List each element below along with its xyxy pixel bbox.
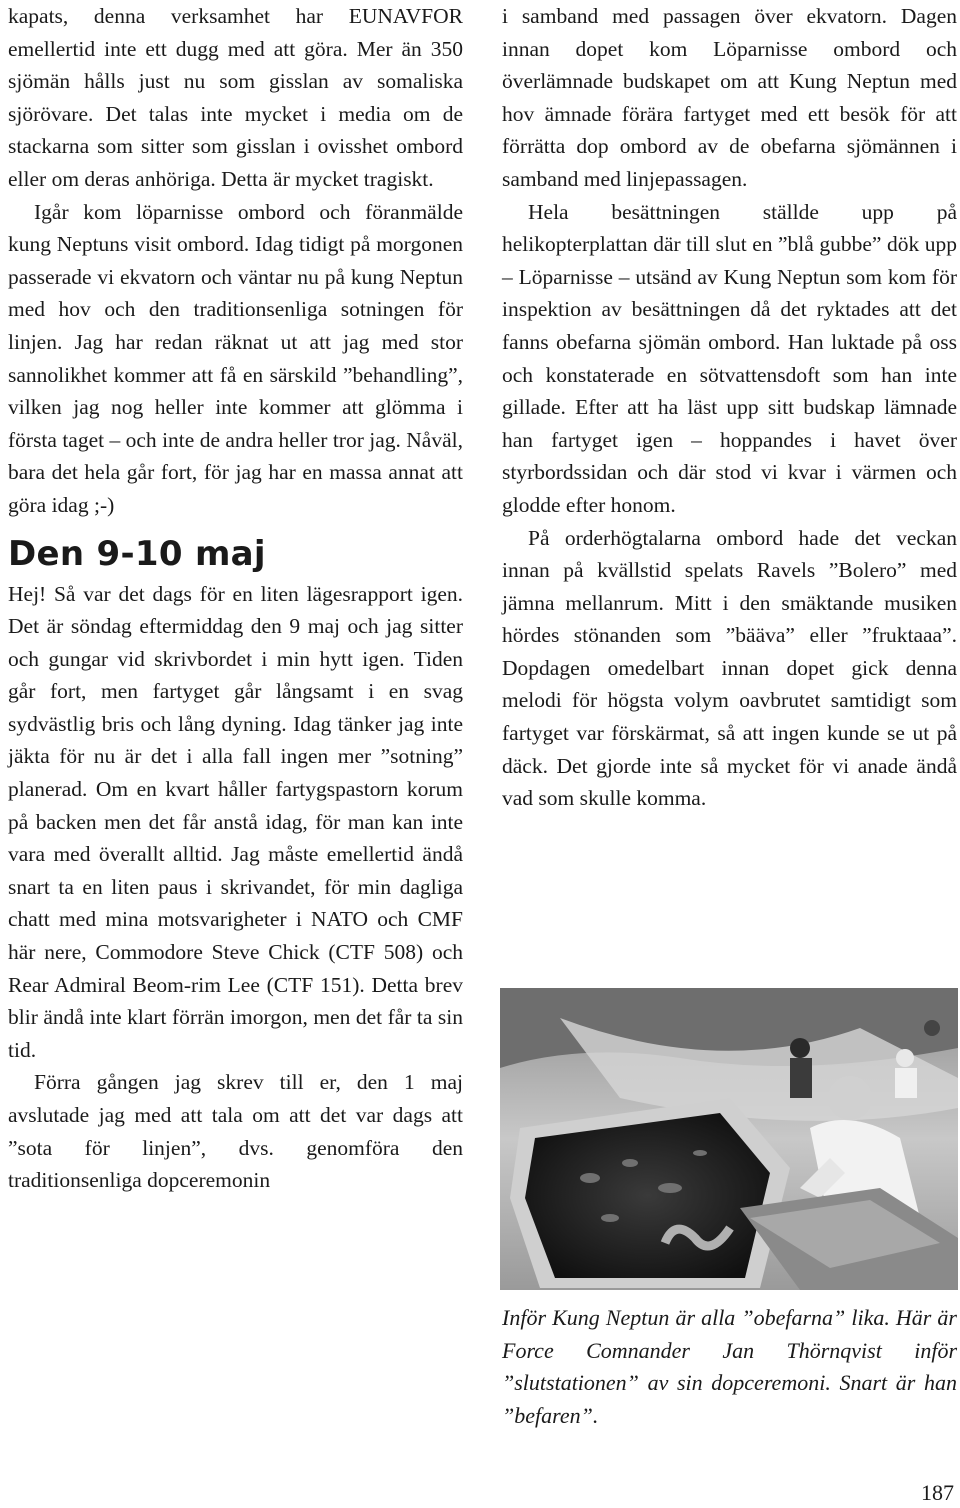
paragraph: kapats, denna verksamhet har EUNAVFOR emellertid inte ett dugg med att göra. Mer än 350 sjömän hålls just nu som gisslan av somaliska sjörövare. Det talas inte mycket i media om de stackarna som sitter som gisslan i ovisshet ombord eller om deras anhöriga. Detta är mycket tragiskt. xyxy=(8,4,463,191)
paragraph: Hej! Så var det dags för en liten lägesrapport igen. Det är söndag eftermiddag den 9 maj och jag sitter och gungar vid skrivbordet i min hytt igen. Tiden går fort, men fartyget går långsamt i en svag sydvästlig bris och lång dyning. Idag tänker jag inte jäkta för nu är det i alla fall ingen mer ”sotning” planerad. Om en kvart håller fartygspastorn korum på backen men det får anstå idag, för man kan inte vara med överallt alltid. Jag måste emellertid ändå snart ta en liten paus i skrivandet, för min dagliga chatt med mina motsvarigheter i NATO och CMF här nere, Commodore Steve Chick (CTF 508) och Rear Admiral Beom-rim Lee (CTF 151). Detta brev blir ändå inte klart förrän imorgon, men det får ta sin tid. xyxy=(8,581,463,1062)
paragraph: Igår kom löparnisse ombord och föranmälde kung Neptuns visit ombord. Idag tidigt på morgonen passerade vi ekvatorn och väntar nu på kung Neptun med hov och den traditionsenliga sotningen för linjen. Jag har redan räknat ut att jag med stor sannolikhet kommer att få en särskild ”behandling”, vilken jag nog heller inte kommer att glömma i första taget – och inte de andra heller tror jag. Nåväl, bara det hela går fort, för jag har en massa annat att göra idag ;-) xyxy=(8,199,463,517)
section-heading: Den 9-10 maj xyxy=(8,533,266,574)
page-number: 187 xyxy=(921,1480,954,1505)
left-column xyxy=(8,0,463,1197)
ceremony-photo-illustration xyxy=(500,988,958,1290)
paragraph: i samband med passagen över ekvatorn. Dagen innan dopet kom Löparnisse ombord och överlämnade budskapet om att Kung Neptun med hov ämnade förära fartyget med ett besök för att förrätta dop ombord av de obefarna sjömännen i samband med linjepassagen. xyxy=(502,4,957,191)
right-column xyxy=(502,0,957,815)
paragraph: Hela besättningen ställde upp på helikopterplattan där till slut en ”blå gubbe” dök upp – Löparnisse – utsänd av Kung Neptun som kom för inspektion av besättningen då det ryktades att det fanns obefarna sjömän ombord. Han luktade på oss och konstaterade en sötvattensdoft som han inte gillade. Efter att ha läst upp sitt budskap lämnade han fartyget igen – hoppandes i havet över styrbordssidan och där stod vi kvar i värmen och glodde efter honom. xyxy=(502,199,957,517)
ceremony-photo xyxy=(500,988,958,1290)
paragraph: Förra gången jag skrev till er, den 1 maj avslutade jag med att tala om att det var dags att ”sota för linjen”, dvs. genomföra den traditionsenliga dopceremonin xyxy=(8,1070,463,1193)
photo-caption: Inför Kung Neptun är alla ”obefarna” lika. Här är Force Comnander Jan Thörnqvist inför ”slutstationen” av sin dopceremoni. Snart är han ”befaren”. xyxy=(502,1305,957,1428)
paragraph: På orderhögtalarna ombord hade det veckan innan på kvällstid spelats Ravels ”Bolero” med jämna mellanrum. Mitt i den smäktande musiken hördes stönanden som ”bääva” eller ”fruktaaa”. Dopdagen omedelbart innan dopet gick denna melodi för högsta volym oavbrutet samtidigt som fartyget var förskärmat, så att ingen kunde se ut på däck. Det gjorde inte så mycket för vi anade ändå vad som skulle komma. xyxy=(502,525,957,811)
